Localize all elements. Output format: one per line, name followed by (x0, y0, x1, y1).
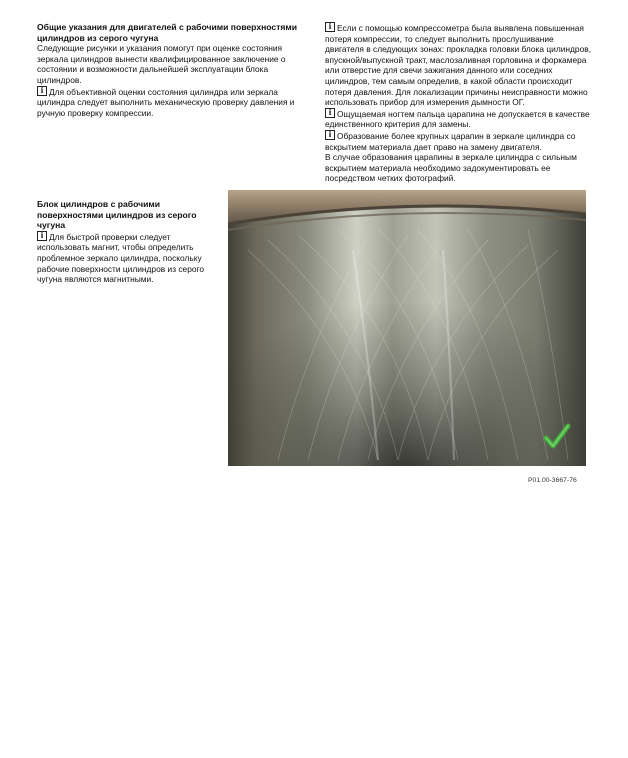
figure-caption: P01.00-3667-76 (528, 477, 577, 484)
info-icon: i (325, 108, 335, 118)
info-note (325, 130, 593, 152)
info-icon: i (37, 86, 47, 96)
section-title-line: чугуна (37, 220, 66, 231)
info-note-text: Для объективной оценки состояния цилиндра или зеркала цилиндра следует выполнить механическую проверку давления и ручную проверку компрессии. (37, 86, 295, 118)
section-body: В случае образования царапины в зеркале цилиндра с сильным вскрытием материала необходимо задокументировать ее посредством четких фотографий. (325, 152, 577, 184)
info-icon: i (325, 130, 335, 140)
info-note-text: Если с помощью компрессометра была выявлена повышенная потеря компрессии, то следует выполнить прослушивание двигателя в следующих зонах: прокладка головки блока цилиндров, впускной/выпускной тракт, маслозаливная горловина и форкамера или отверстие для свечи зажигания данного или соседних цилиндров, тем самым определив, в какой области происходит потеря давления. Для локализации причины неисправности можно использовать прибор для измерения дымности ОГ. (325, 23, 592, 108)
section-title-line: цилиндров из серого чугуна (37, 32, 159, 43)
section-body: Следующие рисунки и указания помогут при оценке состояния зеркала цилиндров вынести квалифицированное заключение о состоянии и возможности дальнейшей эксплуатации блока цилиндров. (37, 43, 286, 85)
section-title-line: Общие указания для двигателей с рабочими поверхностями (37, 22, 298, 32)
info-note-text: Ощущаемая ногтем пальца царапина не допускается в качестве единственного критерия для замены. (325, 108, 590, 130)
section-title-line: Блок цилиндров с рабочими (37, 199, 161, 209)
section-cast-iron-block (37, 199, 217, 285)
info-icon: i (325, 22, 335, 32)
cylinder-bore-photo (228, 190, 586, 466)
info-icon: i (37, 231, 47, 241)
section-title-line: поверхностями цилиндров из серого (37, 209, 197, 220)
info-note-text: Для быстрой проверки следует использовать магнит, чтобы определить проблемное зеркало цилиндра, поскольку рабочие поверхности цилиндров из серого чугуна являются магнитными. (37, 231, 205, 285)
section-compression-notes (325, 22, 593, 184)
info-note (37, 231, 217, 285)
section-title (37, 199, 217, 231)
info-note-text: Образование более крупных царапин в зеркале цилиндра со вскрытием материала дает право на замену двигателя. (325, 130, 576, 152)
info-note (37, 86, 303, 119)
section-general-notes (37, 22, 303, 118)
info-note (325, 22, 593, 108)
info-note (325, 108, 593, 130)
section-title (37, 22, 303, 43)
cylinder-bore-illustration (228, 190, 586, 466)
